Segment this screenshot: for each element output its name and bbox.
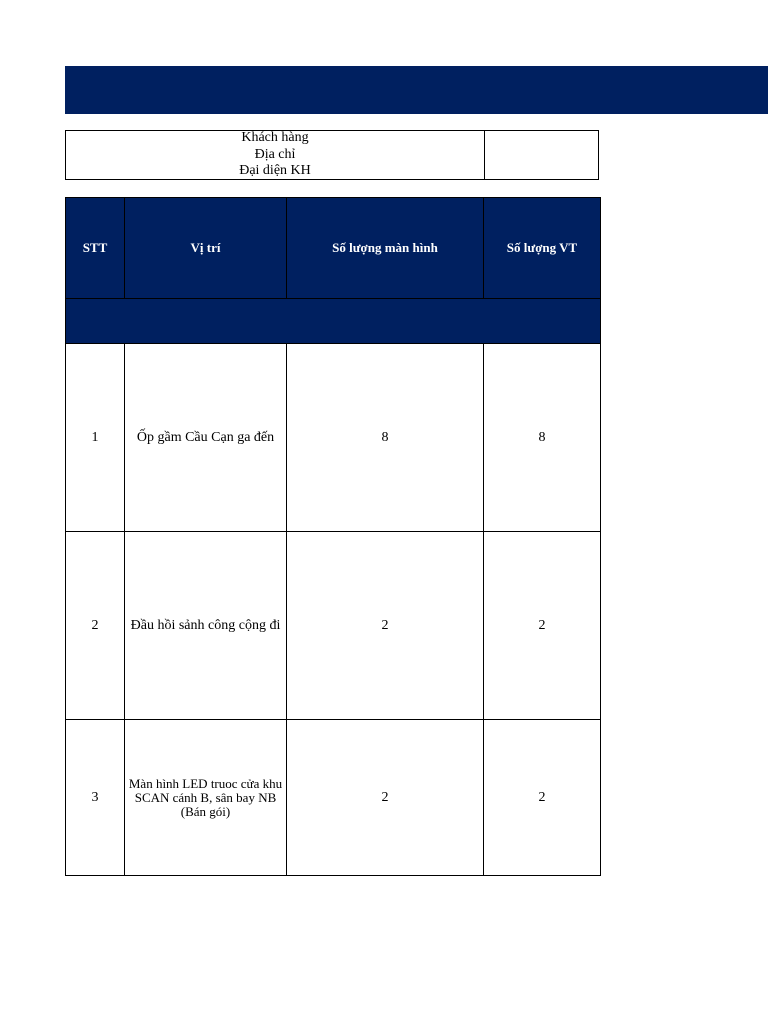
table-band-row <box>66 299 601 344</box>
customer-info-labels <box>66 131 485 179</box>
screen-position-table <box>65 197 601 876</box>
customer-label: Khách hàng <box>241 130 309 146</box>
header-screen-qty: Số lượng màn hình <box>287 198 484 299</box>
table-header-row <box>66 198 601 299</box>
table-row <box>66 720 601 876</box>
representative-label: Đại diện KH <box>239 163 311 179</box>
header-vt-qty: Số lượng VT <box>484 198 601 299</box>
row-stt: 1 <box>66 344 125 532</box>
customer-info-box <box>65 130 599 180</box>
header-stt: STT <box>66 198 125 299</box>
customer-info-values <box>485 131 598 179</box>
band-cell <box>66 299 601 344</box>
row-stt: 2 <box>66 532 125 720</box>
row-screen-qty: 2 <box>287 720 484 876</box>
top-banner <box>65 66 768 114</box>
table-row <box>66 532 601 720</box>
header-position: Vị trí <box>125 198 287 299</box>
row-position: Màn hình LED truoc cửa khu SCAN cánh B, sân bay NB (Bán gói) <box>125 720 287 876</box>
row-vt-qty: 2 <box>484 532 601 720</box>
table-row <box>66 344 601 532</box>
row-vt-qty: 2 <box>484 720 601 876</box>
row-position: Đầu hồi sảnh công cộng đi <box>125 532 287 720</box>
row-stt: 3 <box>66 720 125 876</box>
row-position: Ốp gầm Cầu Cạn ga đến <box>125 344 287 532</box>
row-screen-qty: 2 <box>287 532 484 720</box>
address-label: Địa chỉ <box>254 146 296 162</box>
row-screen-qty: 8 <box>287 344 484 532</box>
row-vt-qty: 8 <box>484 344 601 532</box>
